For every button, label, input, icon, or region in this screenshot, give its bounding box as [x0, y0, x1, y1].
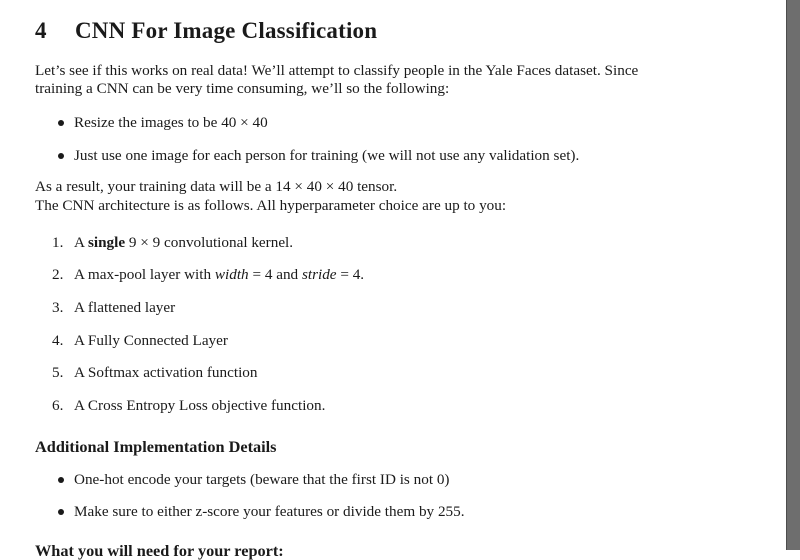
- item-text: = 4 and: [248, 266, 302, 283]
- architecture-item-4: [52, 332, 228, 350]
- architecture-intro-line: The CNN architecture is as follows. All hyperparameter choice are up to you:: [35, 197, 507, 214]
- bullet-icon: [58, 509, 64, 515]
- item-text: A max-pool layer with: [74, 266, 215, 283]
- section-heading: [35, 18, 377, 44]
- architecture-item-2: [52, 266, 364, 284]
- subsection-heading: Additional Implementation Details: [35, 437, 277, 456]
- bullet-icon: [58, 477, 64, 483]
- intro-paragraph-line-1: Let’s see if this works on real data! We’ll attempt to classify people in the Yale Faces dataset. Since: [35, 62, 639, 79]
- result-line: As a result, your training data will be a 14 × 40 × 40 tensor.: [35, 178, 398, 195]
- item-text: = 4.: [336, 266, 365, 283]
- math-width: width: [214, 266, 249, 283]
- bullet-item: [58, 114, 268, 132]
- architecture-item-5: [52, 364, 257, 382]
- item-number: 4.: [52, 332, 64, 349]
- bullet-text: Resize the images to be 40 × 40: [74, 114, 268, 131]
- item-text: A Softmax activation function: [74, 364, 258, 381]
- cutoff-heading: What you will need for your report:: [35, 541, 284, 560]
- bullet-text: Just use one image for each person for training (we will not use any validation set).: [74, 147, 580, 164]
- item-text: A flattened layer: [74, 299, 176, 316]
- item-number: 1.: [52, 234, 64, 251]
- bullet-text: Make sure to either z-score your features or divide them by 255.: [74, 503, 465, 520]
- bullet-icon: [58, 120, 64, 126]
- bullet-item: [58, 471, 450, 489]
- item-text: 9 × 9 convolutional kernel.: [125, 234, 294, 251]
- item-number: 6.: [52, 397, 64, 414]
- math-stride: stride: [301, 266, 337, 283]
- item-number: 3.: [52, 299, 64, 316]
- architecture-item-3: [52, 299, 175, 317]
- viewer-background-edge: [786, 0, 800, 550]
- bullet-icon: [58, 153, 64, 159]
- item-text: A: [74, 234, 88, 251]
- item-bold-text: single: [87, 234, 126, 251]
- architecture-item-6: [52, 397, 325, 415]
- item-text: A Cross Entropy Loss objective function.: [74, 397, 326, 414]
- section-title: CNN For Image Classification: [75, 18, 378, 43]
- item-number: 2.: [52, 266, 64, 283]
- intro-paragraph-line-2: training a CNN can be very time consuming, we’ll so the following:: [35, 80, 450, 97]
- item-text: A Fully Connected Layer: [74, 332, 228, 349]
- section-number: 4: [35, 18, 47, 43]
- item-number: 5.: [52, 364, 64, 381]
- bullet-item: [58, 147, 579, 165]
- architecture-item-1: [52, 234, 293, 252]
- bullet-text: One-hot encode your targets (beware that the first ID is not 0): [74, 471, 450, 488]
- bullet-item: [58, 503, 465, 521]
